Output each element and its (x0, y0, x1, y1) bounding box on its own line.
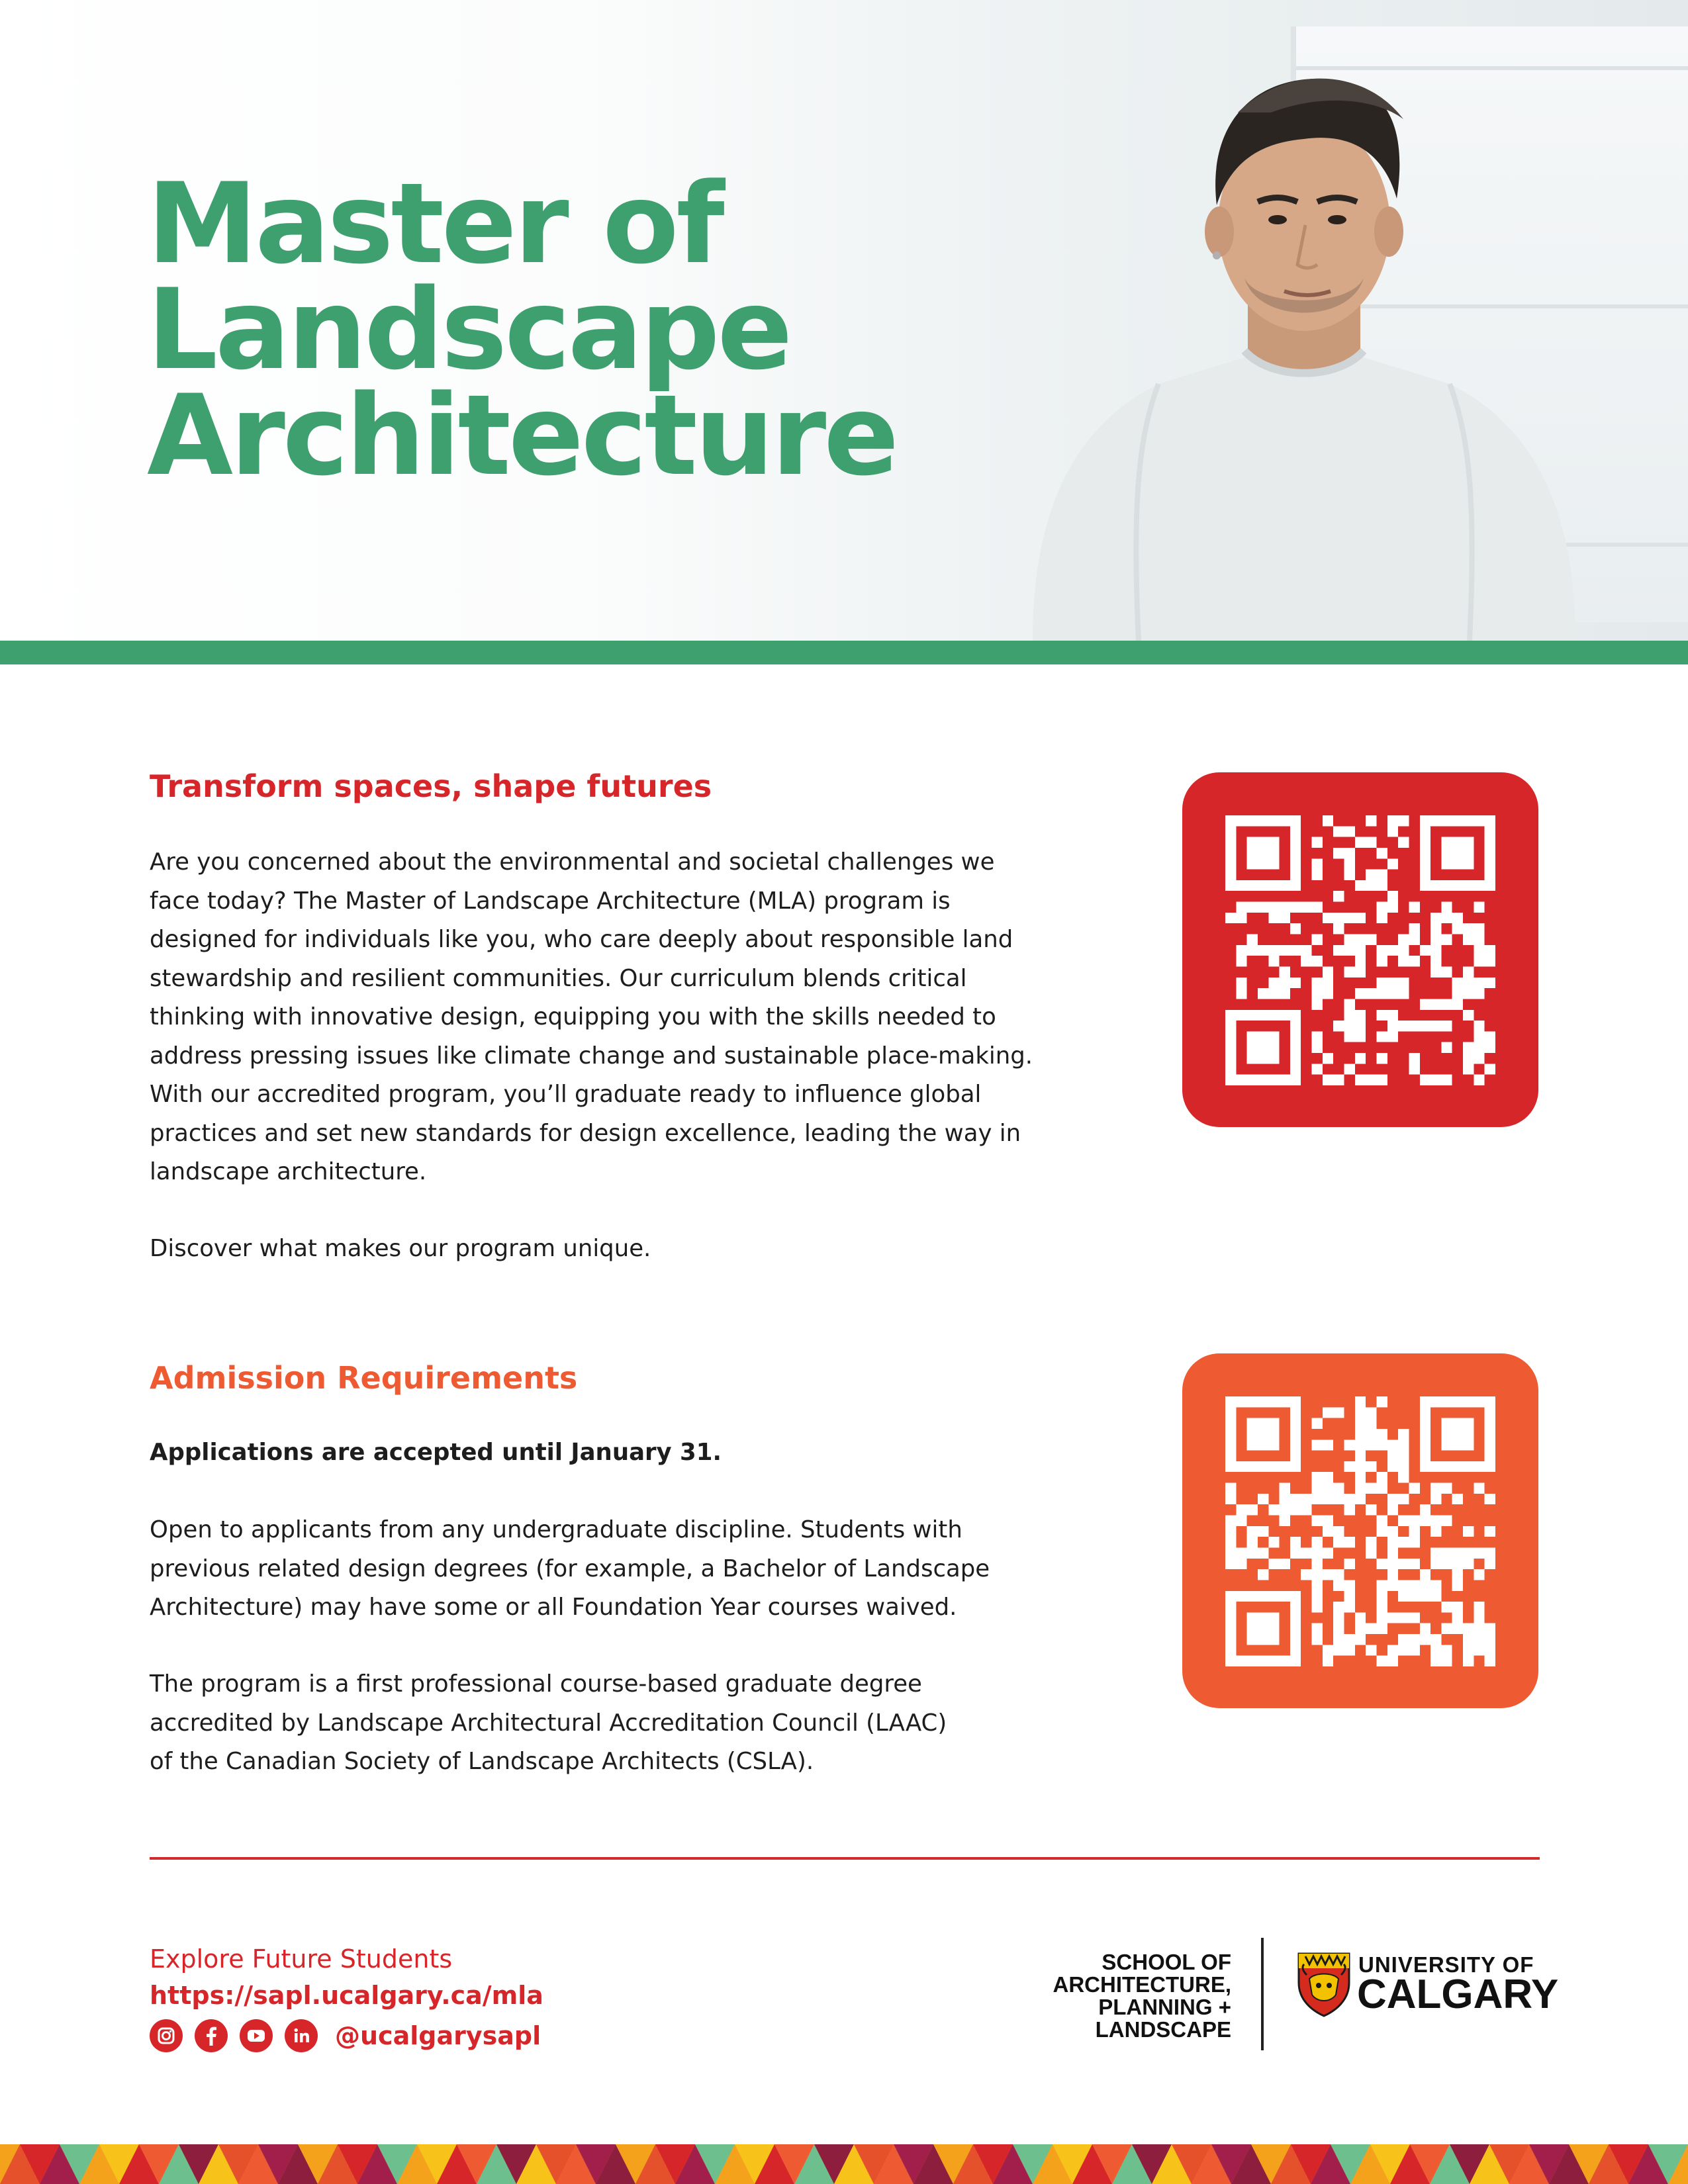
qr-code-admission[interactable] (1182, 1353, 1538, 1708)
student-portrait (1006, 40, 1602, 641)
intro-line: address pressing issues like climate change and sustainable place-making. (150, 1042, 1033, 1069)
admission-paragraph-2 (150, 1665, 1090, 1782)
hero-title-line-3: Architecture (147, 371, 897, 500)
footer-divider (150, 1857, 1540, 1860)
admission-line: previous related design degrees (for example, a Bachelor of Landscape (150, 1555, 990, 1582)
intro-line: designed for individuals like you, who care deeply about responsible land (150, 926, 1013, 953)
intro-line: face today? The Master of Landscape Architecture (MLA) program is (150, 887, 951, 915)
hero-title-line-2: Landscape (147, 265, 790, 394)
sapl-line: SCHOOL OF (1102, 1950, 1231, 1974)
qr-code-program[interactable] (1182, 772, 1538, 1127)
admission-paragraph-1 (150, 1511, 1090, 1627)
hero-title (147, 159, 897, 500)
admission-line: Architecture) may have some or all Foundation Year courses waived. (150, 1594, 957, 1621)
hero-banner (0, 0, 1688, 641)
social-handle[interactable]: @ucalgarysapl (335, 2021, 541, 2050)
admission-line: Open to applicants from any undergraduate discipline. Students with (150, 1516, 962, 1543)
intro-line: With our accredited program, you’ll graduate ready to influence global (150, 1081, 982, 1108)
deadline-text: Applications are accepted until January 31. (150, 1439, 722, 1466)
decorative-triangle-pattern (0, 2144, 1688, 2184)
intro-line: thinking with innovative design, equipping you with the skills needed to (150, 1003, 996, 1030)
sapl-line: ARCHITECTURE, (1053, 1972, 1231, 1997)
admission-line: accredited by Landscape Architectural Accreditation Council (LAAC) (150, 1709, 947, 1737)
sapl-line: PLANNING + (1098, 1995, 1231, 2019)
youtube-icon[interactable] (240, 2019, 273, 2052)
university-crest-icon (1296, 1948, 1352, 2017)
intro-line: stewardship and resilient communities. Our curriculum blends critical (150, 964, 967, 992)
linkedin-icon[interactable] (285, 2019, 318, 2052)
green-divider-bar (0, 641, 1688, 664)
qr-code-pattern[interactable] (1225, 1396, 1495, 1666)
admission-line: of the Canadian Society of Landscape Architects (CSLA). (150, 1748, 814, 1775)
sapl-logo-text (1013, 1951, 1231, 2041)
social-links (150, 2019, 541, 2053)
section-heading-transform: Transform spaces, shape futures (150, 768, 712, 804)
intro-paragraph (150, 843, 1090, 1192)
intro-line: landscape architecture. (150, 1158, 427, 1185)
intro-line: practices and set new standards for design excellence, leading the way in (150, 1119, 1021, 1147)
program-url-link[interactable]: https://sapl.ucalgary.ca/mla (150, 1981, 543, 2010)
section-heading-admission: Admission Requirements (150, 1360, 578, 1396)
hero-title-line-1: Master of (147, 159, 722, 289)
explore-future-students: Explore Future Students (150, 1944, 453, 1974)
logo-divider (1261, 1938, 1264, 2050)
discover-text: Discover what makes our program unique. (150, 1235, 651, 1262)
instagram-icon[interactable] (150, 2019, 183, 2052)
intro-line: Are you concerned about the environmental and societal challenges we (150, 848, 995, 876)
facebook-icon[interactable] (195, 2019, 228, 2052)
admission-line: The program is a first professional course-based graduate degree (150, 1670, 922, 1698)
qr-code-pattern[interactable] (1225, 815, 1495, 1085)
university-of-label: UNIVERSITY OF (1358, 1952, 1534, 1977)
sapl-line: LANDSCAPE (1095, 2017, 1231, 2042)
calgary-label: CALGARY (1357, 1972, 1559, 2017)
